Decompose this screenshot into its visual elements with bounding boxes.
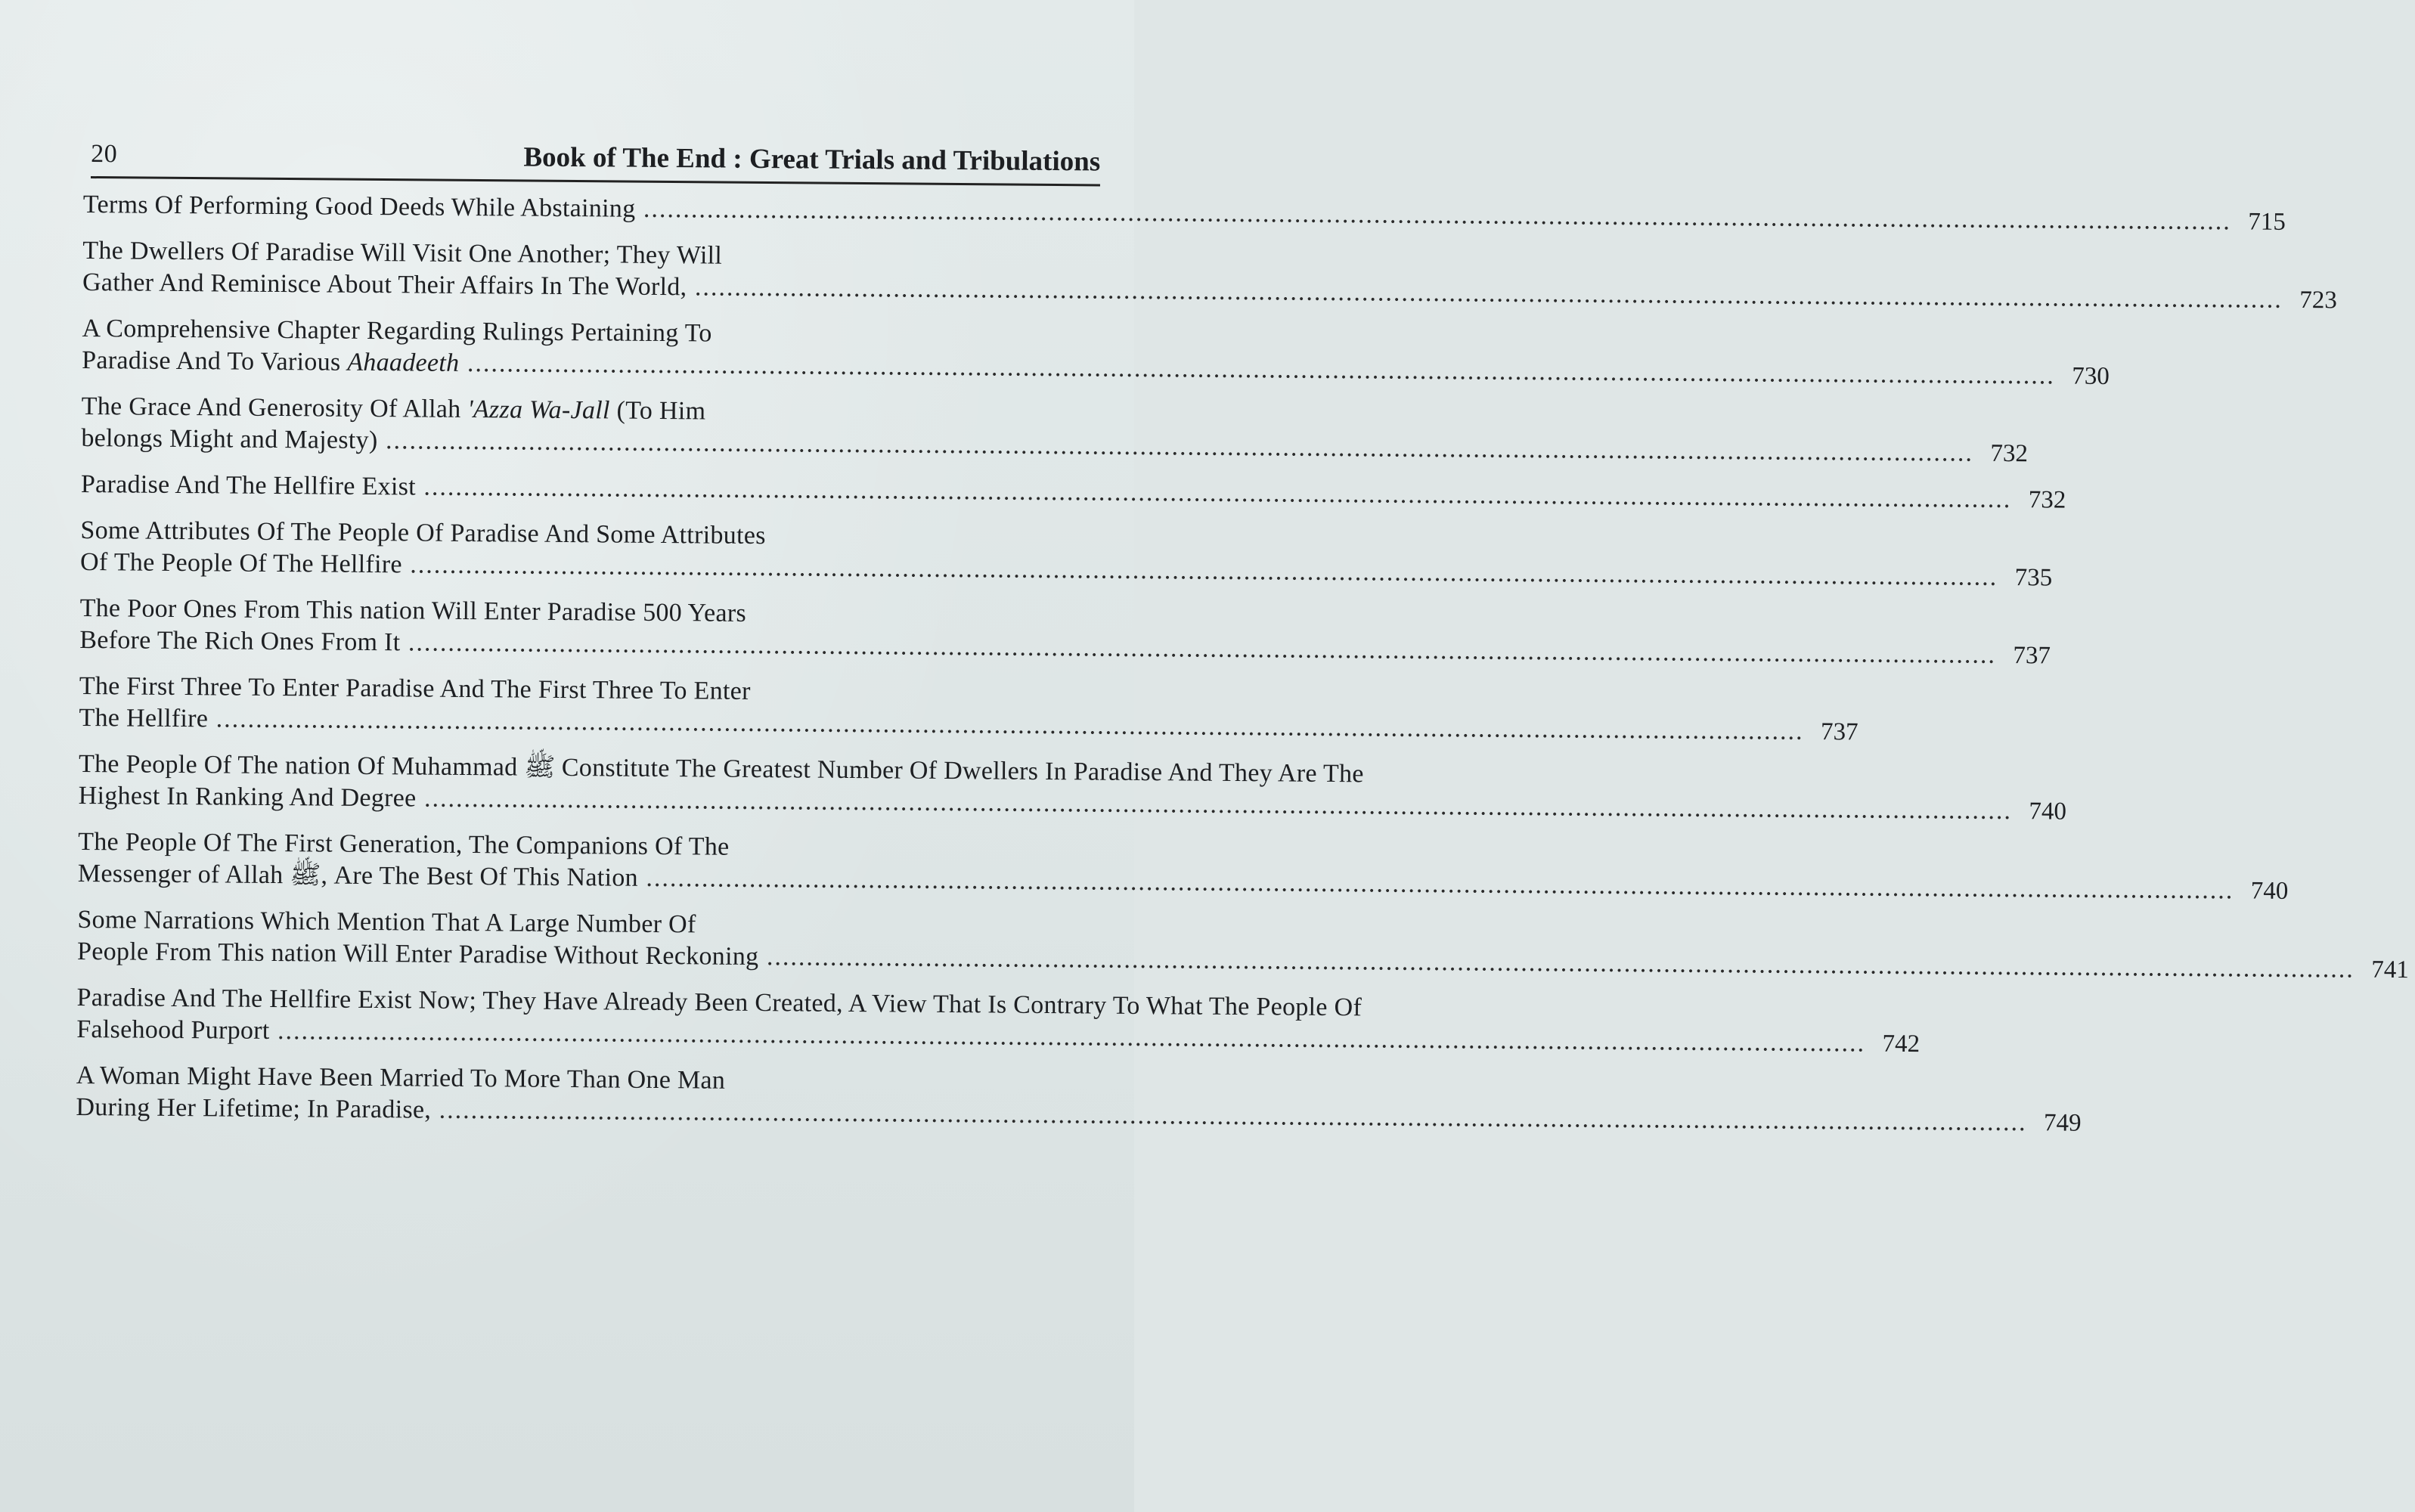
toc-entry bbox=[76, 982, 1921, 1058]
toc-entry-last-line: Gather And Reminisce About Their Affairs In The World, ........................................................................................................................................................................................................ bbox=[82, 268, 2283, 314]
dot-leader: ........................................................................................................................................................................................................ bbox=[416, 784, 2013, 826]
toc-entry-title-line: The People Of The First Generation, The Companions Of The bbox=[78, 827, 730, 861]
toc-entry bbox=[79, 593, 2051, 670]
toc-entry bbox=[79, 515, 2053, 592]
toc-entry-page-number: 715 bbox=[2248, 208, 2286, 236]
toc-entry-page-number: 730 bbox=[2072, 362, 2110, 391]
toc-entry-page-number: 749 bbox=[2043, 1109, 2082, 1137]
dot-leader: ........................................................................................................................................................................................................ bbox=[637, 863, 2234, 905]
toc-entry-page-number: 742 bbox=[1882, 1030, 1921, 1058]
toc-entry-title-line: A Comprehensive Chapter Regarding Rulings Pertaining To bbox=[82, 314, 712, 348]
toc-entry-title-line: Paradise And The Hellfire Exist Now; They Have Already Been Created, A View That Is Contrary To What The People Of bbox=[76, 983, 1363, 1022]
toc-entry-title bbox=[79, 593, 1996, 671]
dot-leader: ........................................................................................................................................................................................................ bbox=[431, 1095, 2027, 1137]
toc-entry bbox=[77, 826, 2289, 905]
toc-entry-title-line: The Dwellers Of Paradise Will Visit One Another; They Will bbox=[82, 236, 723, 270]
toc-entry-title bbox=[79, 671, 1804, 748]
page-header bbox=[91, 125, 1101, 186]
toc-entry bbox=[79, 671, 1859, 746]
page-number: 20 bbox=[91, 140, 118, 169]
toc-entry bbox=[82, 235, 2338, 314]
toc-entry-page-number: 737 bbox=[2013, 642, 2051, 670]
toc-entry-last-line: Paradise And To Various Ahaadeeth ........................................................................................................................................................................................................ bbox=[82, 345, 2056, 390]
toc-entry-title-line: A Woman Might Have Been Married To More Than One Man bbox=[76, 1061, 726, 1095]
toc-entry-last-line: Highest In Ranking And Degree ........................................................................................................................................................................................................ bbox=[78, 781, 2013, 826]
toc-entry-title bbox=[79, 748, 2013, 827]
toc-entry bbox=[78, 748, 2067, 826]
toc-entry-title-line: Some Narrations Which Mention That A Large Number Of bbox=[77, 905, 696, 939]
toc-entry-page-number: 732 bbox=[1990, 439, 2029, 468]
toc-entry-page-number: 741 bbox=[2371, 956, 2409, 984]
running-title: Book of The End : Great Trials and Tribulations bbox=[523, 141, 1101, 178]
toc-entry-last-line: The Hellfire ........................................................................................................................................................................................................ bbox=[79, 703, 1804, 745]
toc-entry-page-number: 723 bbox=[2299, 287, 2338, 314]
dot-leader: ........................................................................................................................................................................................................ bbox=[269, 1016, 1866, 1058]
toc-entry-title bbox=[80, 515, 1998, 593]
toc-entry-last-line: belongs Might and Majesty) ........................................................................................................................................................................................................ bbox=[81, 423, 1974, 467]
bleed-through-text bbox=[113, 1157, 1081, 1194]
toc-entry-title bbox=[82, 313, 2055, 392]
toc-entry-page-number: 735 bbox=[2014, 564, 2053, 592]
toc-entry-title bbox=[76, 1060, 2027, 1139]
toc-entry bbox=[76, 904, 2409, 984]
toc-entry bbox=[81, 391, 2029, 468]
toc-entry-last-line: Before The Rich Ones From It ........................................................................................................................................................................................................ bbox=[79, 625, 1997, 669]
toc-entry-title bbox=[76, 982, 1865, 1060]
toc-entry-title bbox=[78, 826, 2234, 906]
toc-entry-title bbox=[82, 235, 2283, 316]
toc-entry-page-number: 737 bbox=[1820, 718, 1859, 746]
toc-entry-title bbox=[77, 904, 2355, 986]
dot-leader: ........................................................................................................................................................................................................ bbox=[459, 349, 2056, 390]
toc-entry bbox=[76, 1060, 2082, 1137]
toc-entry-title-line: The Poor Ones From This nation Will Enter Paradise 500 Years bbox=[79, 593, 747, 627]
toc-entry-page-number: 740 bbox=[2029, 798, 2067, 826]
toc-entry-last-line: Terms Of Performing Good Deeds While Abstaining ........................................................................................................................................................................................................ bbox=[82, 190, 2232, 236]
toc-entry-last-line: Paradise And The Hellfire Exist ........................................................................................................................................................................................................ bbox=[80, 469, 2012, 514]
dot-leader: ........................................................................................................................................................................................................ bbox=[401, 550, 1998, 591]
toc-entry bbox=[82, 313, 2110, 391]
dot-leader: ........................................................................................................................................................................................................ bbox=[635, 194, 2232, 236]
toc-entry-title-line: Some Attributes Of The People Of Paradise And Some Attributes bbox=[80, 516, 766, 550]
toc-entry-page-number: 732 bbox=[2028, 486, 2066, 514]
toc-entry-last-line: Falsehood Purport ........................................................................................................................................................................................................ bbox=[76, 1015, 1866, 1058]
dot-leader: ........................................................................................................................................................................................................ bbox=[415, 472, 2012, 514]
toc-entry-page-number: 740 bbox=[2250, 877, 2289, 905]
dot-leader: ........................................................................................................................................................................................................ bbox=[208, 705, 1804, 745]
dot-leader: ........................................................................................................................................................................................................ bbox=[400, 628, 1997, 669]
toc-entry-last-line: During Her Lifetime; In Paradise, ........................................................................................................................................................................................................ bbox=[76, 1092, 2027, 1137]
dot-leader: ........................................................................................................................................................................................................ bbox=[377, 426, 1974, 467]
toc-entry-last-line: Of The People Of The Hellfire ........................................................................................................................................................................................................ bbox=[79, 547, 1998, 591]
toc-entry-title-line: The First Three To Enter Paradise And The First Three To Enter bbox=[79, 671, 751, 705]
toc-entry-title-line: The People Of The nation Of Muhammad ﷺ Constitute The Greatest Number Of Dwellers In Paradise And They Are The bbox=[78, 749, 1364, 789]
toc-entry-last-line: Messenger of Allah ﷺ, Are The Best Of This Nation ........................................................................................................................................................................................................ bbox=[77, 859, 2234, 905]
toc-entry-last-line: People From This nation Will Enter Paradise Without Reckoning ........................................................................................................................................................................................................ bbox=[76, 937, 2355, 984]
toc-entry bbox=[80, 469, 2066, 514]
toc-entry bbox=[82, 189, 2286, 236]
toc-entry-title bbox=[83, 189, 2231, 237]
toc-entry-title bbox=[81, 469, 2012, 516]
table-of-contents bbox=[76, 189, 2409, 1146]
toc-entry-title bbox=[81, 391, 1973, 469]
dot-leader: ........................................................................................................................................................................................................ bbox=[687, 273, 2283, 314]
dot-leader: ........................................................................................................................................................................................................ bbox=[758, 943, 2355, 984]
toc-entry-title-line: The Grace And Generosity Of Allah 'Azza Wa-Jall (To Him bbox=[81, 392, 706, 426]
